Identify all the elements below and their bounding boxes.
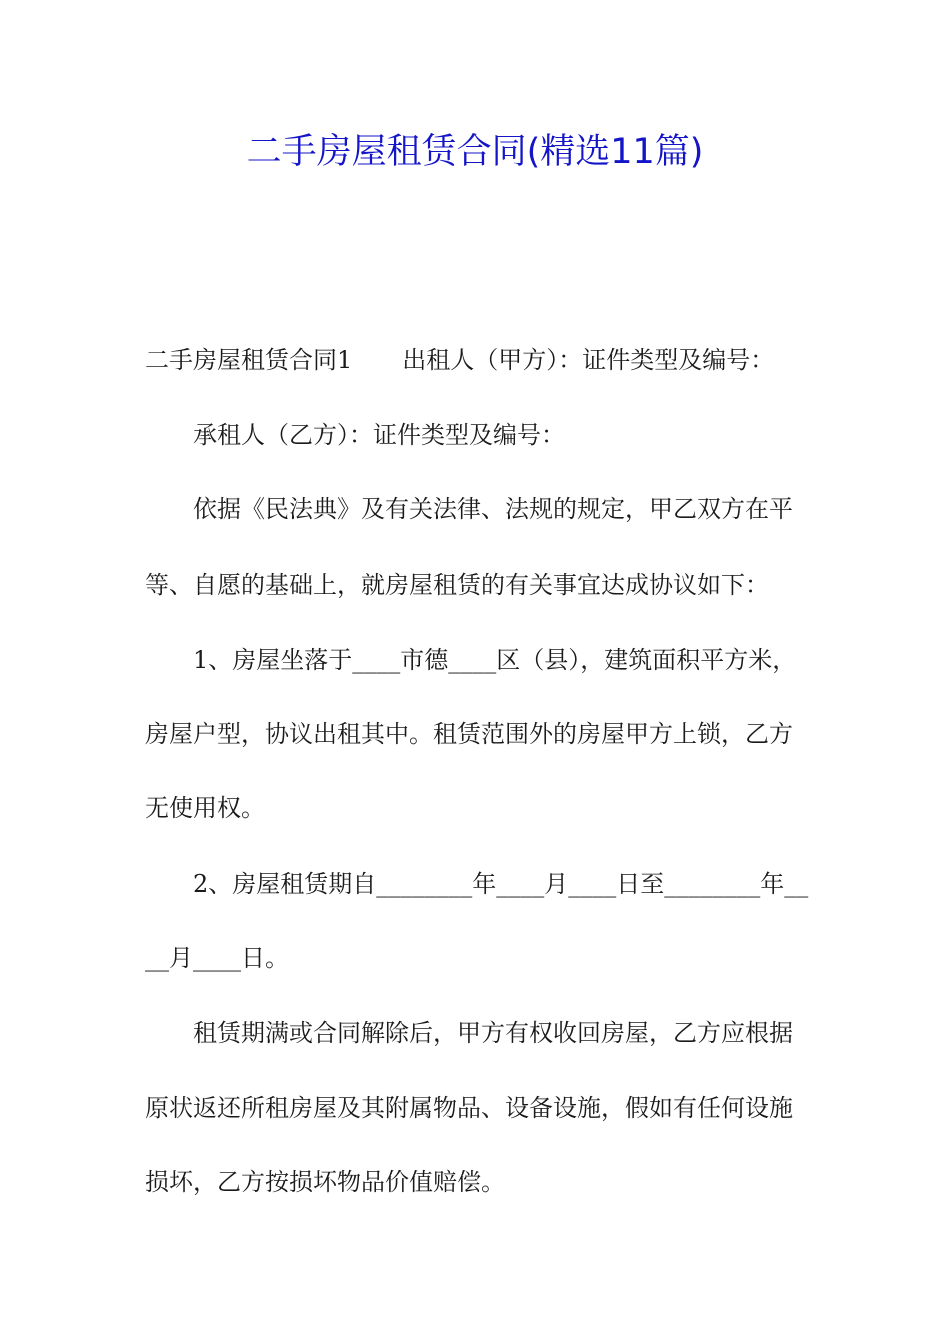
- clause-3-line-1: 租赁期满或合同解除后，甲方有权收回房屋，乙方应根据: [193, 1019, 793, 1047]
- clause-2-line-2: __月____日。: [145, 944, 289, 972]
- clause-1-line-3: 无使用权。: [145, 794, 265, 822]
- paragraph-line-1: [145, 342, 774, 378]
- clause-1-line-2: 房屋户型，协议出租其中。租赁范围外的房屋甲方上锁，乙方: [145, 720, 793, 748]
- paragraph-line-3: 依据《民法典》及有关法律、法规的规定，甲乙双方在平: [193, 495, 793, 523]
- lessee-field-label: 承租人（乙方）：证件类型及编号：: [193, 421, 565, 449]
- clause-1-line-1: 1、房屋坐落于____市德____区（县），建筑面积平方米，: [193, 646, 797, 674]
- document-title: 二手房屋租赁合同(精选11篇): [246, 132, 704, 172]
- clause-3-line-2: 原状返还所租房屋及其附属物品、设备设施，假如有任何设施: [145, 1094, 793, 1122]
- paragraph-line-4: 等、自愿的基础上，就房屋租赁的有关事宜达成协议如下：: [145, 571, 769, 599]
- clause-2-line-1: 2、房屋租赁期自________年____月____日至________年__: [193, 870, 809, 898]
- contract-heading: 二手房屋租赁合同1: [145, 346, 353, 374]
- lessor-field-label: 出租人（甲方）：证件类型及编号：: [402, 346, 775, 374]
- clause-3-line-3: 损坏，乙方按损坏物品价值赔偿。: [145, 1168, 505, 1196]
